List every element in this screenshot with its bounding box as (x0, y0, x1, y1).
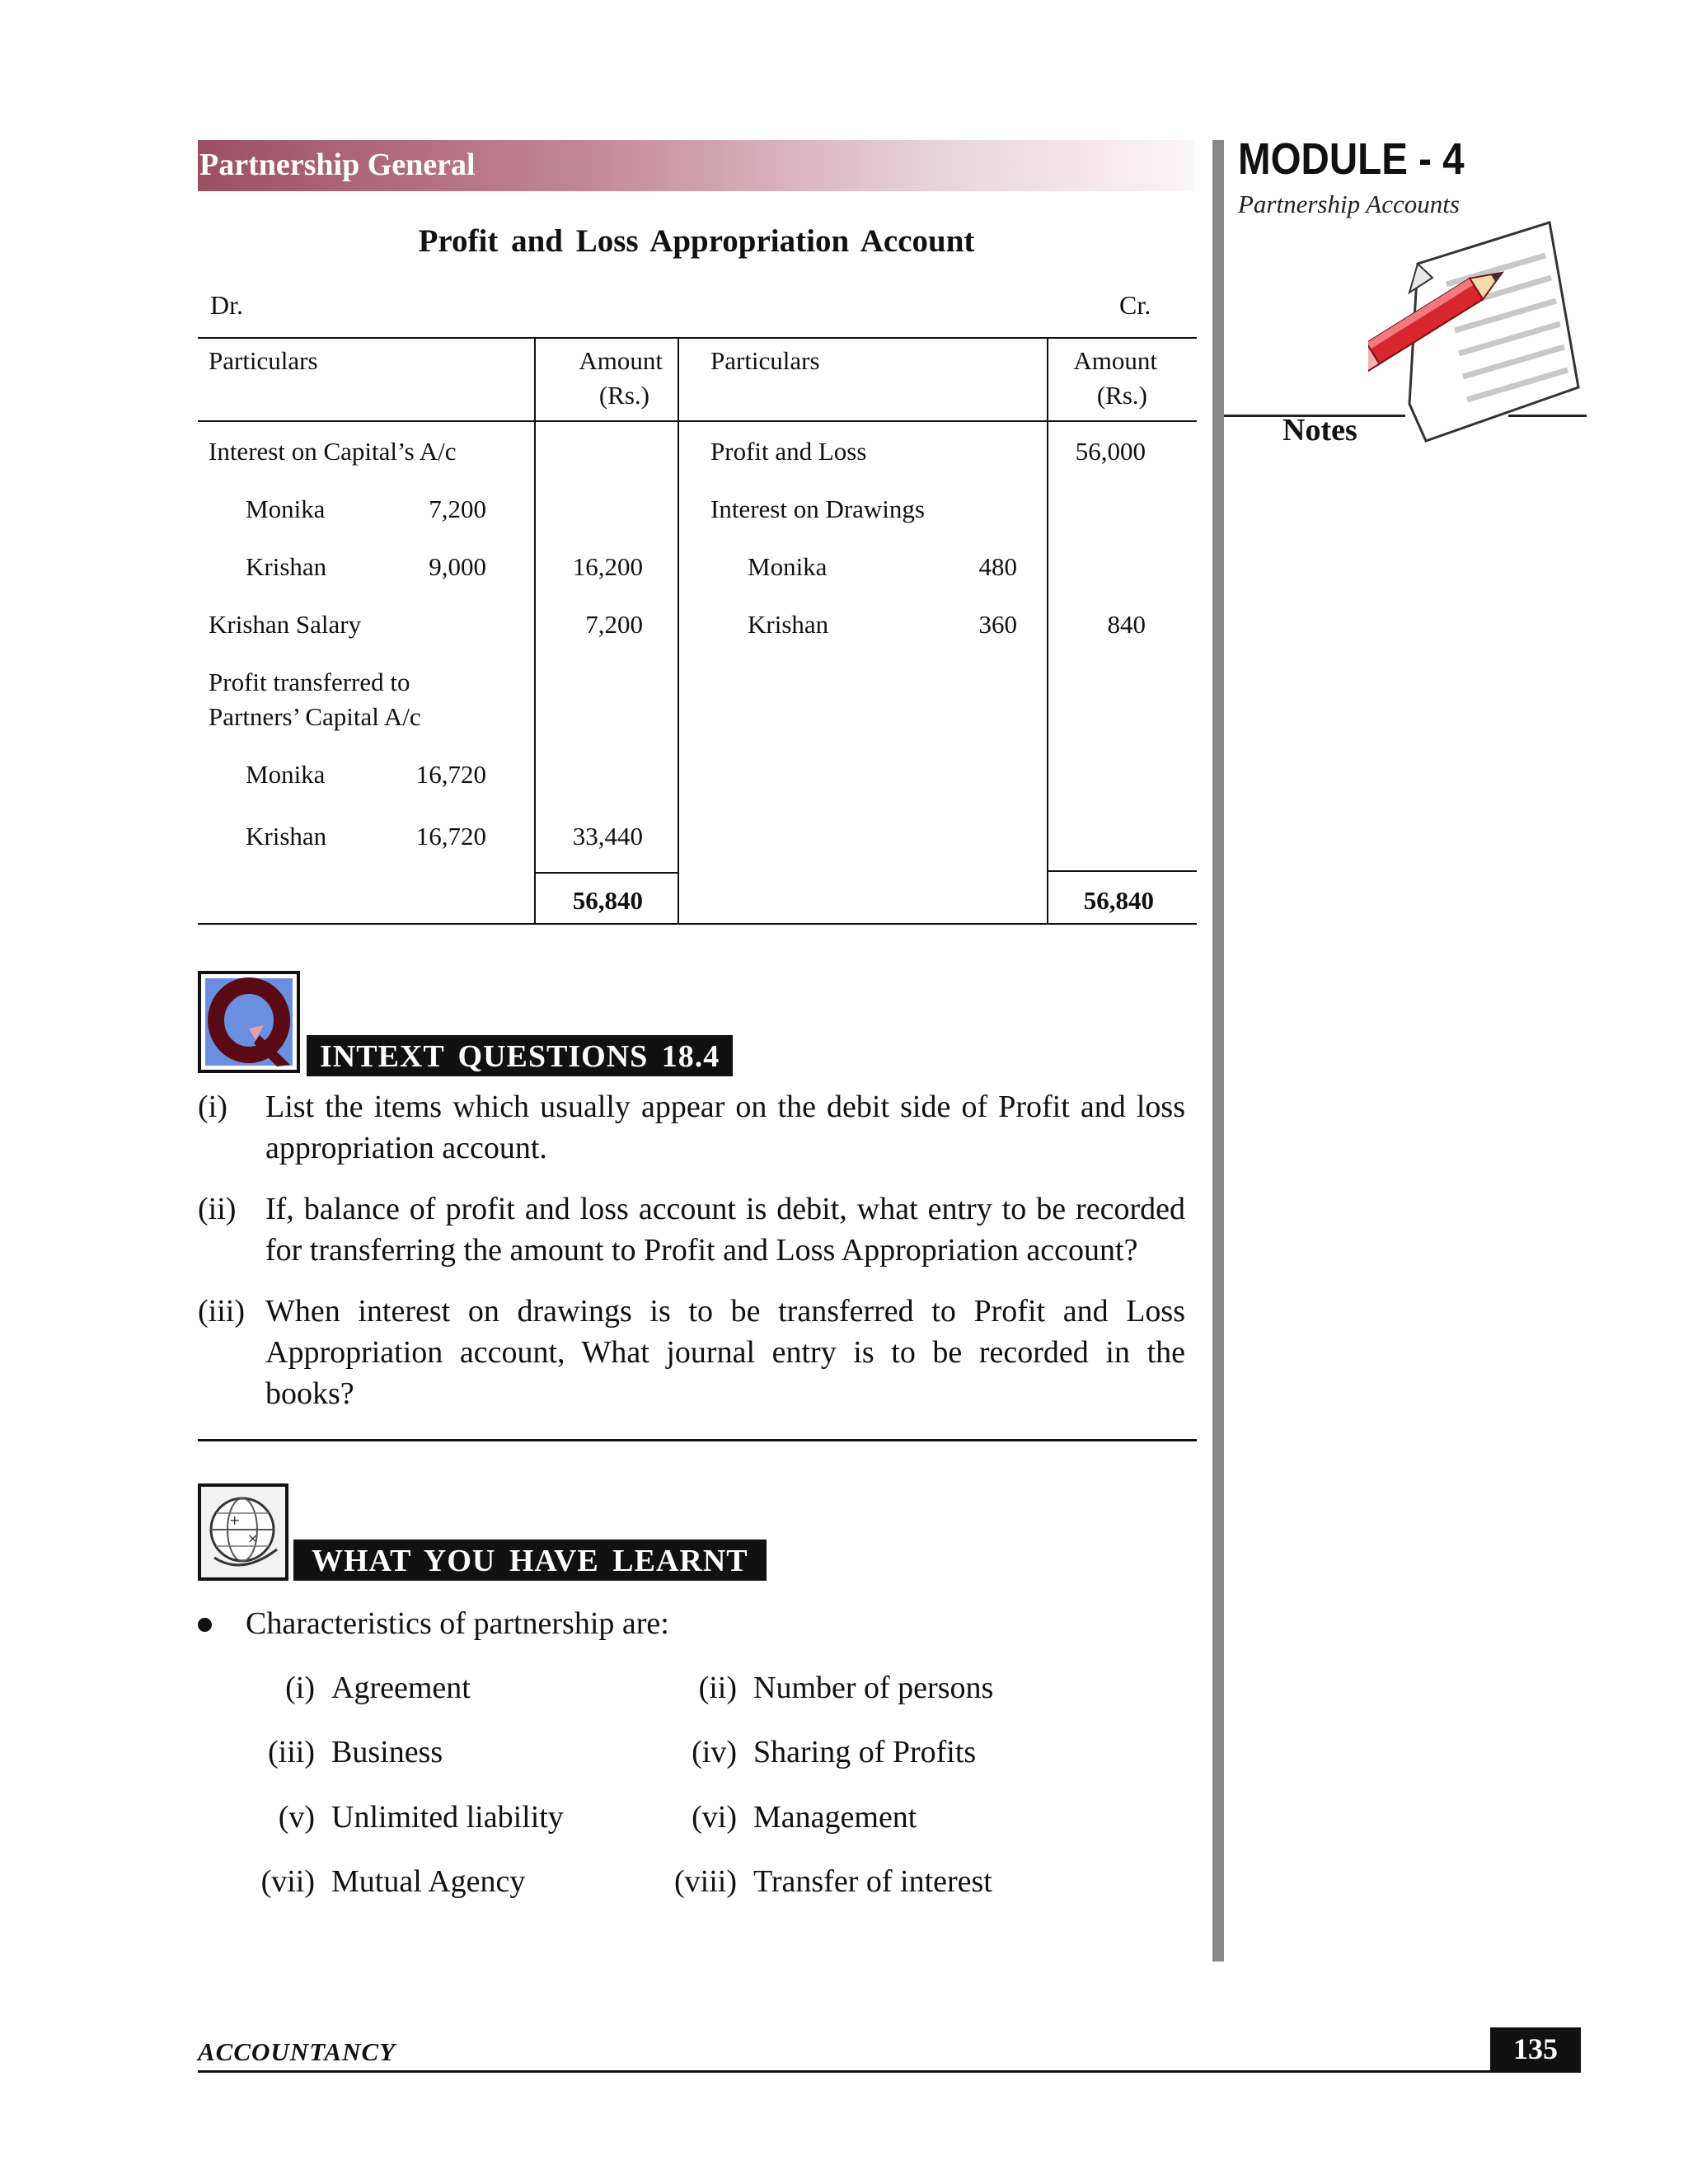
characteristic-number: (iii) (268, 1735, 315, 1769)
footer-subject: ACCOUNTANCY (198, 2037, 396, 2066)
credit-label: Cr. (1119, 290, 1151, 320)
footer-rule (198, 2070, 1581, 2073)
intext-questions-banner: INTEXT QUESTIONS 18.4 (307, 1035, 733, 1076)
characteristic-text: Business (331, 1735, 443, 1769)
page-number: 135 (1490, 2027, 1581, 2070)
debit-grand-total: 56,840 (572, 886, 643, 915)
question-number: (i) (198, 1090, 227, 1124)
debit-monika-name: Monika (246, 494, 326, 523)
debit-total-rule (534, 872, 678, 874)
debit-profit-transferred-line1: Profit transferred to (209, 668, 410, 696)
module-title: MODULE - 4 (1238, 134, 1465, 184)
debit-monika-profit: 16,720 (415, 760, 486, 789)
col-header-unit-cr: (Rs.) (1096, 381, 1147, 410)
svg-text:+: + (229, 1512, 241, 1528)
questions-end-rule (198, 1439, 1197, 1441)
question-text: If, balance of profit and loss account is debit, what entry to be recorded for transferring the amount to Profit and Loss Appropriation account? (265, 1192, 1185, 1268)
bullet-icon (198, 1618, 212, 1632)
col-header-particulars-dr: Particulars (209, 346, 318, 375)
characteristic-number: (vi) (692, 1800, 737, 1835)
characteristic-text: Number of persons (753, 1671, 994, 1705)
characteristic-number: (ii) (698, 1671, 737, 1705)
col-header-amount-cr: Amount (1073, 346, 1157, 375)
credit-interest-on-drawings: Interest on Drawings (710, 494, 925, 523)
characteristic-text: Management (753, 1800, 917, 1835)
what-you-learnt-banner: WHAT YOU HAVE LEARNT (293, 1540, 767, 1581)
question-number: (iii) (198, 1294, 245, 1329)
col-header-unit-dr: (Rs.) (598, 381, 649, 410)
debit-krishan-interest: 9,000 (429, 552, 486, 581)
section-header-title: Partnership General (199, 148, 476, 182)
question-q-icon (198, 971, 300, 1073)
characteristic-text: Agreement (331, 1671, 471, 1705)
debit-salary-label: Krishan Salary (209, 610, 362, 639)
learnt-intro: Characteristics of partnership are: (246, 1606, 669, 1641)
characteristic-number: (vii) (260, 1864, 315, 1899)
characteristic-number: (viii) (674, 1864, 737, 1899)
characteristic-number: (iv) (692, 1735, 737, 1769)
table-col-divider-2 (678, 337, 679, 924)
question-text: When interest on drawings is to be transferred to Profit and Loss Appropriation account, What journal entry is to be recorded in the books? (265, 1294, 1185, 1411)
credit-krishan-name: Krishan (748, 610, 829, 639)
debit-label: Dr. (210, 290, 243, 320)
debit-krishan-name-2: Krishan (246, 822, 327, 851)
sidebar-divider (1212, 140, 1224, 1961)
credit-profit-and-loss-amount: 56,000 (1075, 437, 1146, 466)
credit-drawings-total: 840 (1107, 610, 1146, 639)
characteristic-text: Mutual Agency (331, 1864, 526, 1899)
characteristic-text: Transfer of interest (753, 1864, 992, 1899)
credit-krishan-drawings: 360 (978, 610, 1017, 639)
debit-monika-name-2: Monika (246, 760, 326, 789)
debit-profit-transferred-line2: Partners’ Capital A/c (209, 702, 421, 731)
account-title: Profit and Loss Appropriation Account (418, 223, 975, 259)
svg-text:×: × (247, 1530, 259, 1546)
learning-globe-icon (198, 1483, 288, 1581)
debit-profit-total: 33,440 (572, 822, 643, 851)
characteristic-text: Sharing of Profits (753, 1735, 977, 1769)
credit-grand-total: 56,840 (1083, 886, 1154, 915)
debit-krishan-name: Krishan (246, 552, 327, 581)
characteristic-number: (i) (285, 1671, 315, 1705)
credit-profit-and-loss: Profit and Loss (710, 437, 867, 466)
col-header-amount-dr: Amount (579, 346, 663, 375)
debit-interest-total: 16,200 (572, 552, 643, 581)
notes-label: Notes (1282, 413, 1357, 448)
question-text: List the items which usually appear on the debit side of Profit and loss appropriation account. (265, 1090, 1185, 1165)
notes-paper-pencil-icon (1368, 218, 1582, 449)
debit-salary-amount: 7,200 (585, 610, 643, 639)
credit-monika-drawings: 480 (978, 552, 1017, 581)
question-number: (ii) (198, 1192, 237, 1226)
module-subtitle: Partnership Accounts (1238, 190, 1460, 218)
debit-krishan-profit: 16,720 (415, 822, 486, 851)
characteristic-text: Unlimited liability (331, 1800, 564, 1835)
characteristic-number: (v) (278, 1800, 315, 1835)
credit-total-rule (1047, 870, 1197, 872)
debit-interest-on-capital: Interest on Capital’s A/c (209, 437, 457, 466)
debit-monika-interest: 7,200 (429, 494, 486, 523)
col-header-particulars-cr: Particulars (710, 346, 820, 375)
credit-monika-name: Monika (748, 552, 828, 581)
